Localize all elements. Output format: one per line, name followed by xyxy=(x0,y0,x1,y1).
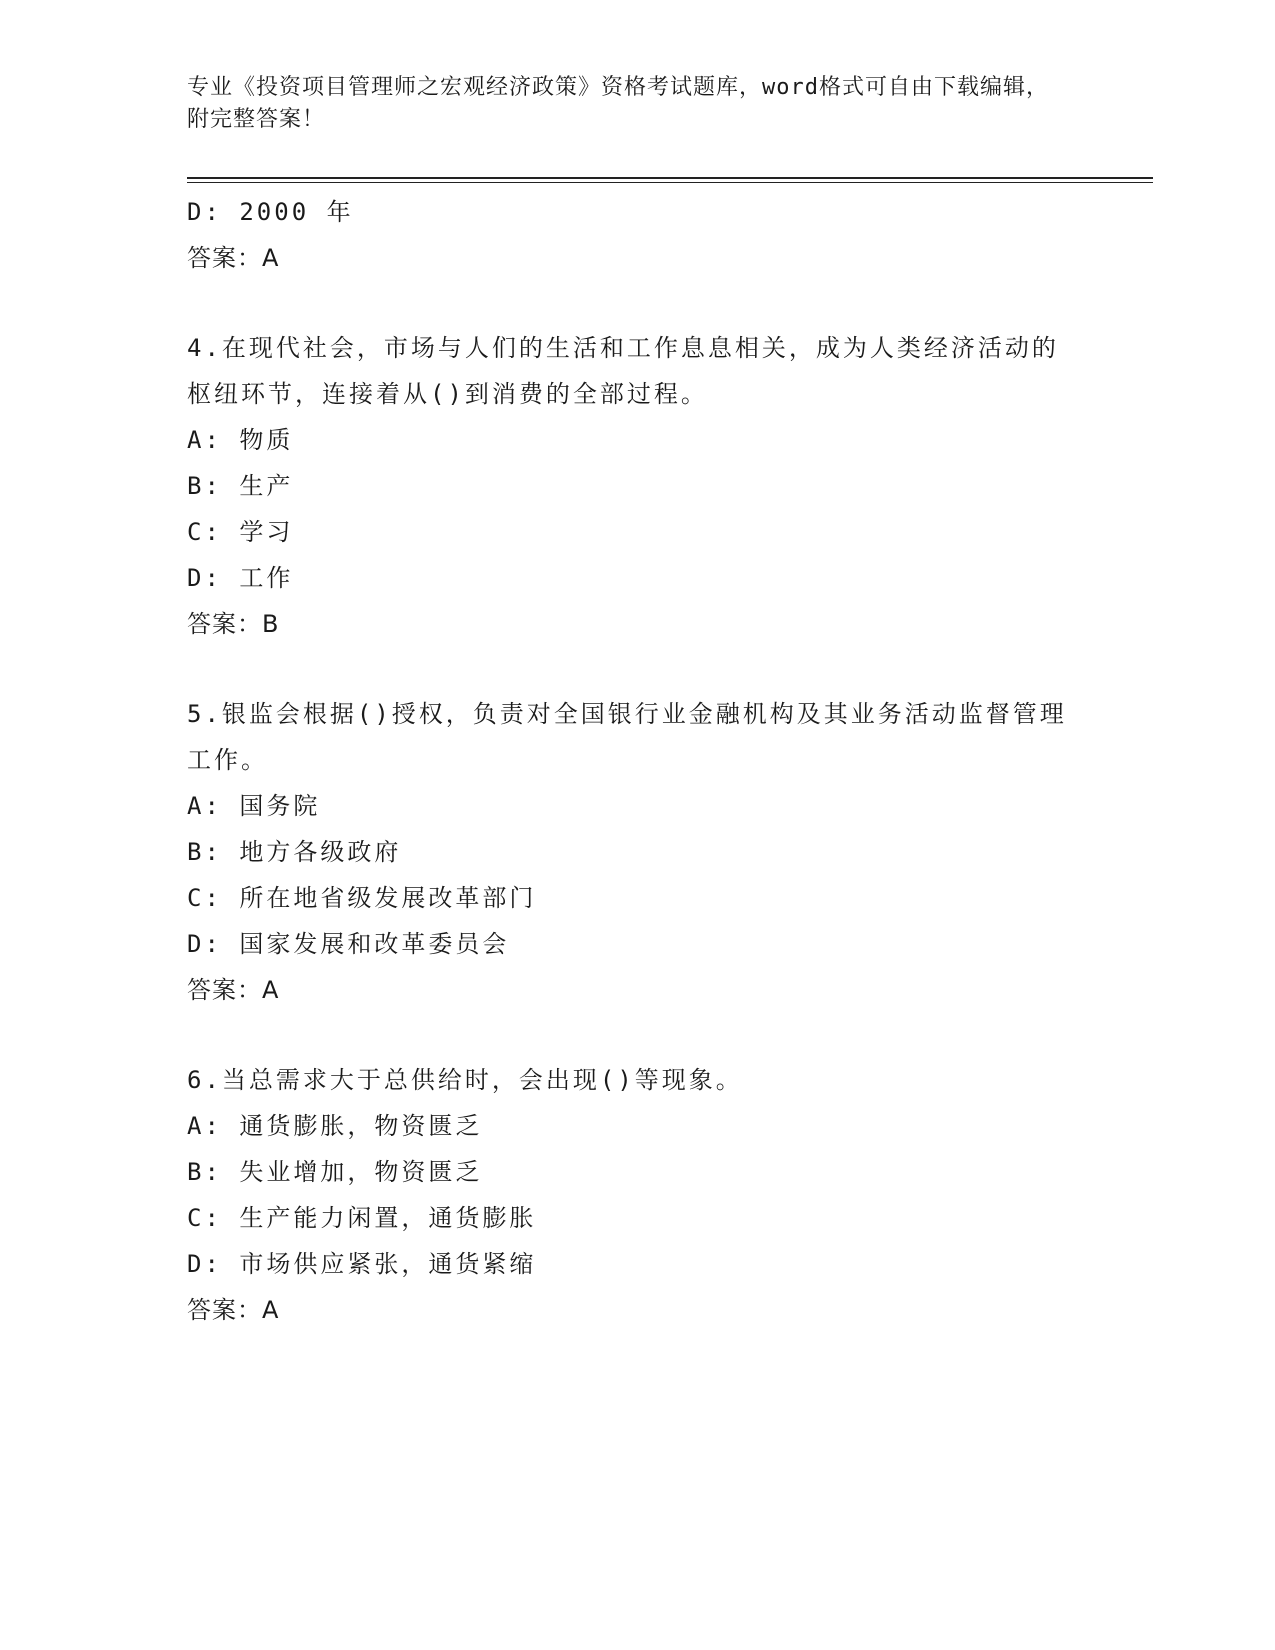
question-stem: 6.当总需求大于总供给时，会出现()等现象。 xyxy=(187,1066,743,1094)
option-c: C: 所在地省级发展改革部门 xyxy=(187,884,537,912)
option-c: C: 生产能力闲置，通货膨胀 xyxy=(187,1204,537,1232)
option-a: A: 物质 xyxy=(187,426,294,454)
question-block-5 xyxy=(187,691,1087,1013)
answer-line: 答案：B xyxy=(187,610,280,638)
option-a: A: 国务院 xyxy=(187,792,321,820)
page-header: 专业《投资项目管理师之宏观经济政策》资格考试题库，word格式可自由下载编辑，附完整答案！ xyxy=(187,75,1049,132)
header-divider xyxy=(187,177,1153,183)
question-stem: 5.银监会根据()授权，负责对全国银行业金融机构及其业务活动监督管理工作。 xyxy=(187,700,1067,774)
question-list xyxy=(187,189,1087,1333)
option-b: B: 失业增加，物资匮乏 xyxy=(187,1158,483,1186)
option-c: C: 学习 xyxy=(187,518,294,546)
question-block-4 xyxy=(187,325,1087,647)
option-d: D: 2000 年 xyxy=(187,198,354,226)
option-d: D: 工作 xyxy=(187,564,294,592)
option-a: A: 通货膨胀，物资匮乏 xyxy=(187,1112,483,1140)
answer-line: 答案：A xyxy=(187,244,280,272)
option-d: D: 国家发展和改革委员会 xyxy=(187,930,510,958)
option-d: D: 市场供应紧张，通货紧缩 xyxy=(187,1250,537,1278)
question-block-6 xyxy=(187,1057,1087,1333)
answer-line: 答案：A xyxy=(187,976,280,1004)
option-b: B: 生产 xyxy=(187,472,294,500)
question-stem: 4.在现代社会，市场与人们的生活和工作息息相关，成为人类经济活动的枢纽环节，连接着从()到消费的全部过程。 xyxy=(187,334,1059,408)
option-b: B: 地方各级政府 xyxy=(187,838,402,866)
answer-line: 答案：A xyxy=(187,1296,280,1324)
